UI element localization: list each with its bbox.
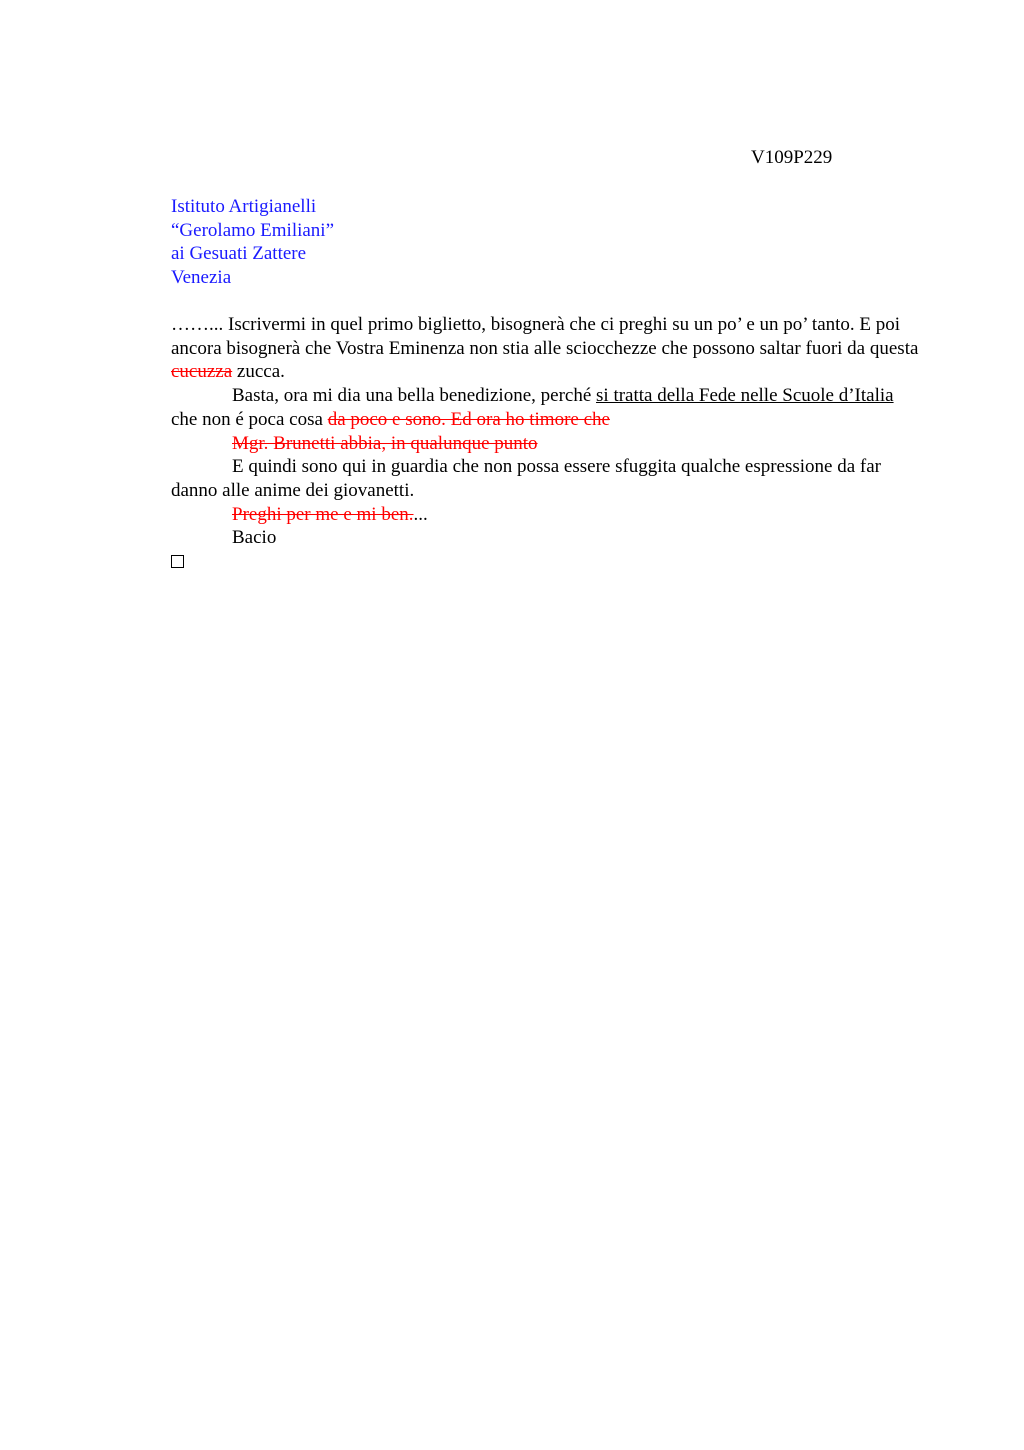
address-block <box>171 195 334 290</box>
document-reference: V109P229 <box>751 147 833 168</box>
paragraph-6-text: Bacio <box>232 527 277 549</box>
paragraph-2 <box>171 384 923 431</box>
paragraph-1 <box>171 313 923 384</box>
paragraph-6 <box>171 526 923 550</box>
address-line-name: “Gerolamo Emiliani” <box>171 219 335 241</box>
paragraph-2-text-b: che non é poca cosa <box>171 408 328 430</box>
paragraph-1-text-b: zucca. <box>232 361 285 383</box>
paragraph-2-underlined-text: si tratta della Fede nelle Scuole d’Italia <box>596 385 894 407</box>
address-line-city: Venezia <box>171 267 232 289</box>
paragraph-5 <box>171 503 923 527</box>
paragraph-2-struck-text: da poco e sono. Ed ora ho timore che <box>327 408 610 430</box>
paragraph-1-struck-word: cucuzza <box>171 361 233 383</box>
address-line-institute: Istituto Artigianelli <box>171 196 317 217</box>
checkbox-line <box>171 550 923 575</box>
paragraph-5-ellipsis: ... <box>413 503 428 525</box>
paragraph-2-text-a: Basta, ora mi dia una bella benedizione, perché <box>232 385 597 407</box>
address-line-street: ai Gesuati Zattere <box>171 243 307 265</box>
paragraph-3 <box>171 432 923 456</box>
paragraph-4-text: E quindi sono qui in guardia che non possa essere sfuggita qualche espressione da far danno alle anime dei giovanetti. <box>171 456 881 501</box>
paragraph-1-text-a: ……... Iscrivermi in quel primo biglietto, bisognerà che ci preghi su un po’ e un po’ tanto. E poi ancora bisognerà che Vostra Eminenza non stia alle sciocchezze che possono saltar fuori da questa <box>171 314 919 359</box>
paragraph-4 <box>171 455 923 502</box>
letter-body <box>171 313 923 575</box>
paragraph-5-struck-text: Preghi per me e mi ben. <box>232 503 414 525</box>
checkbox-icon <box>171 555 184 568</box>
paragraph-3-struck-text: Mgr. Brunetti abbia, in qualunque punto <box>232 432 538 454</box>
